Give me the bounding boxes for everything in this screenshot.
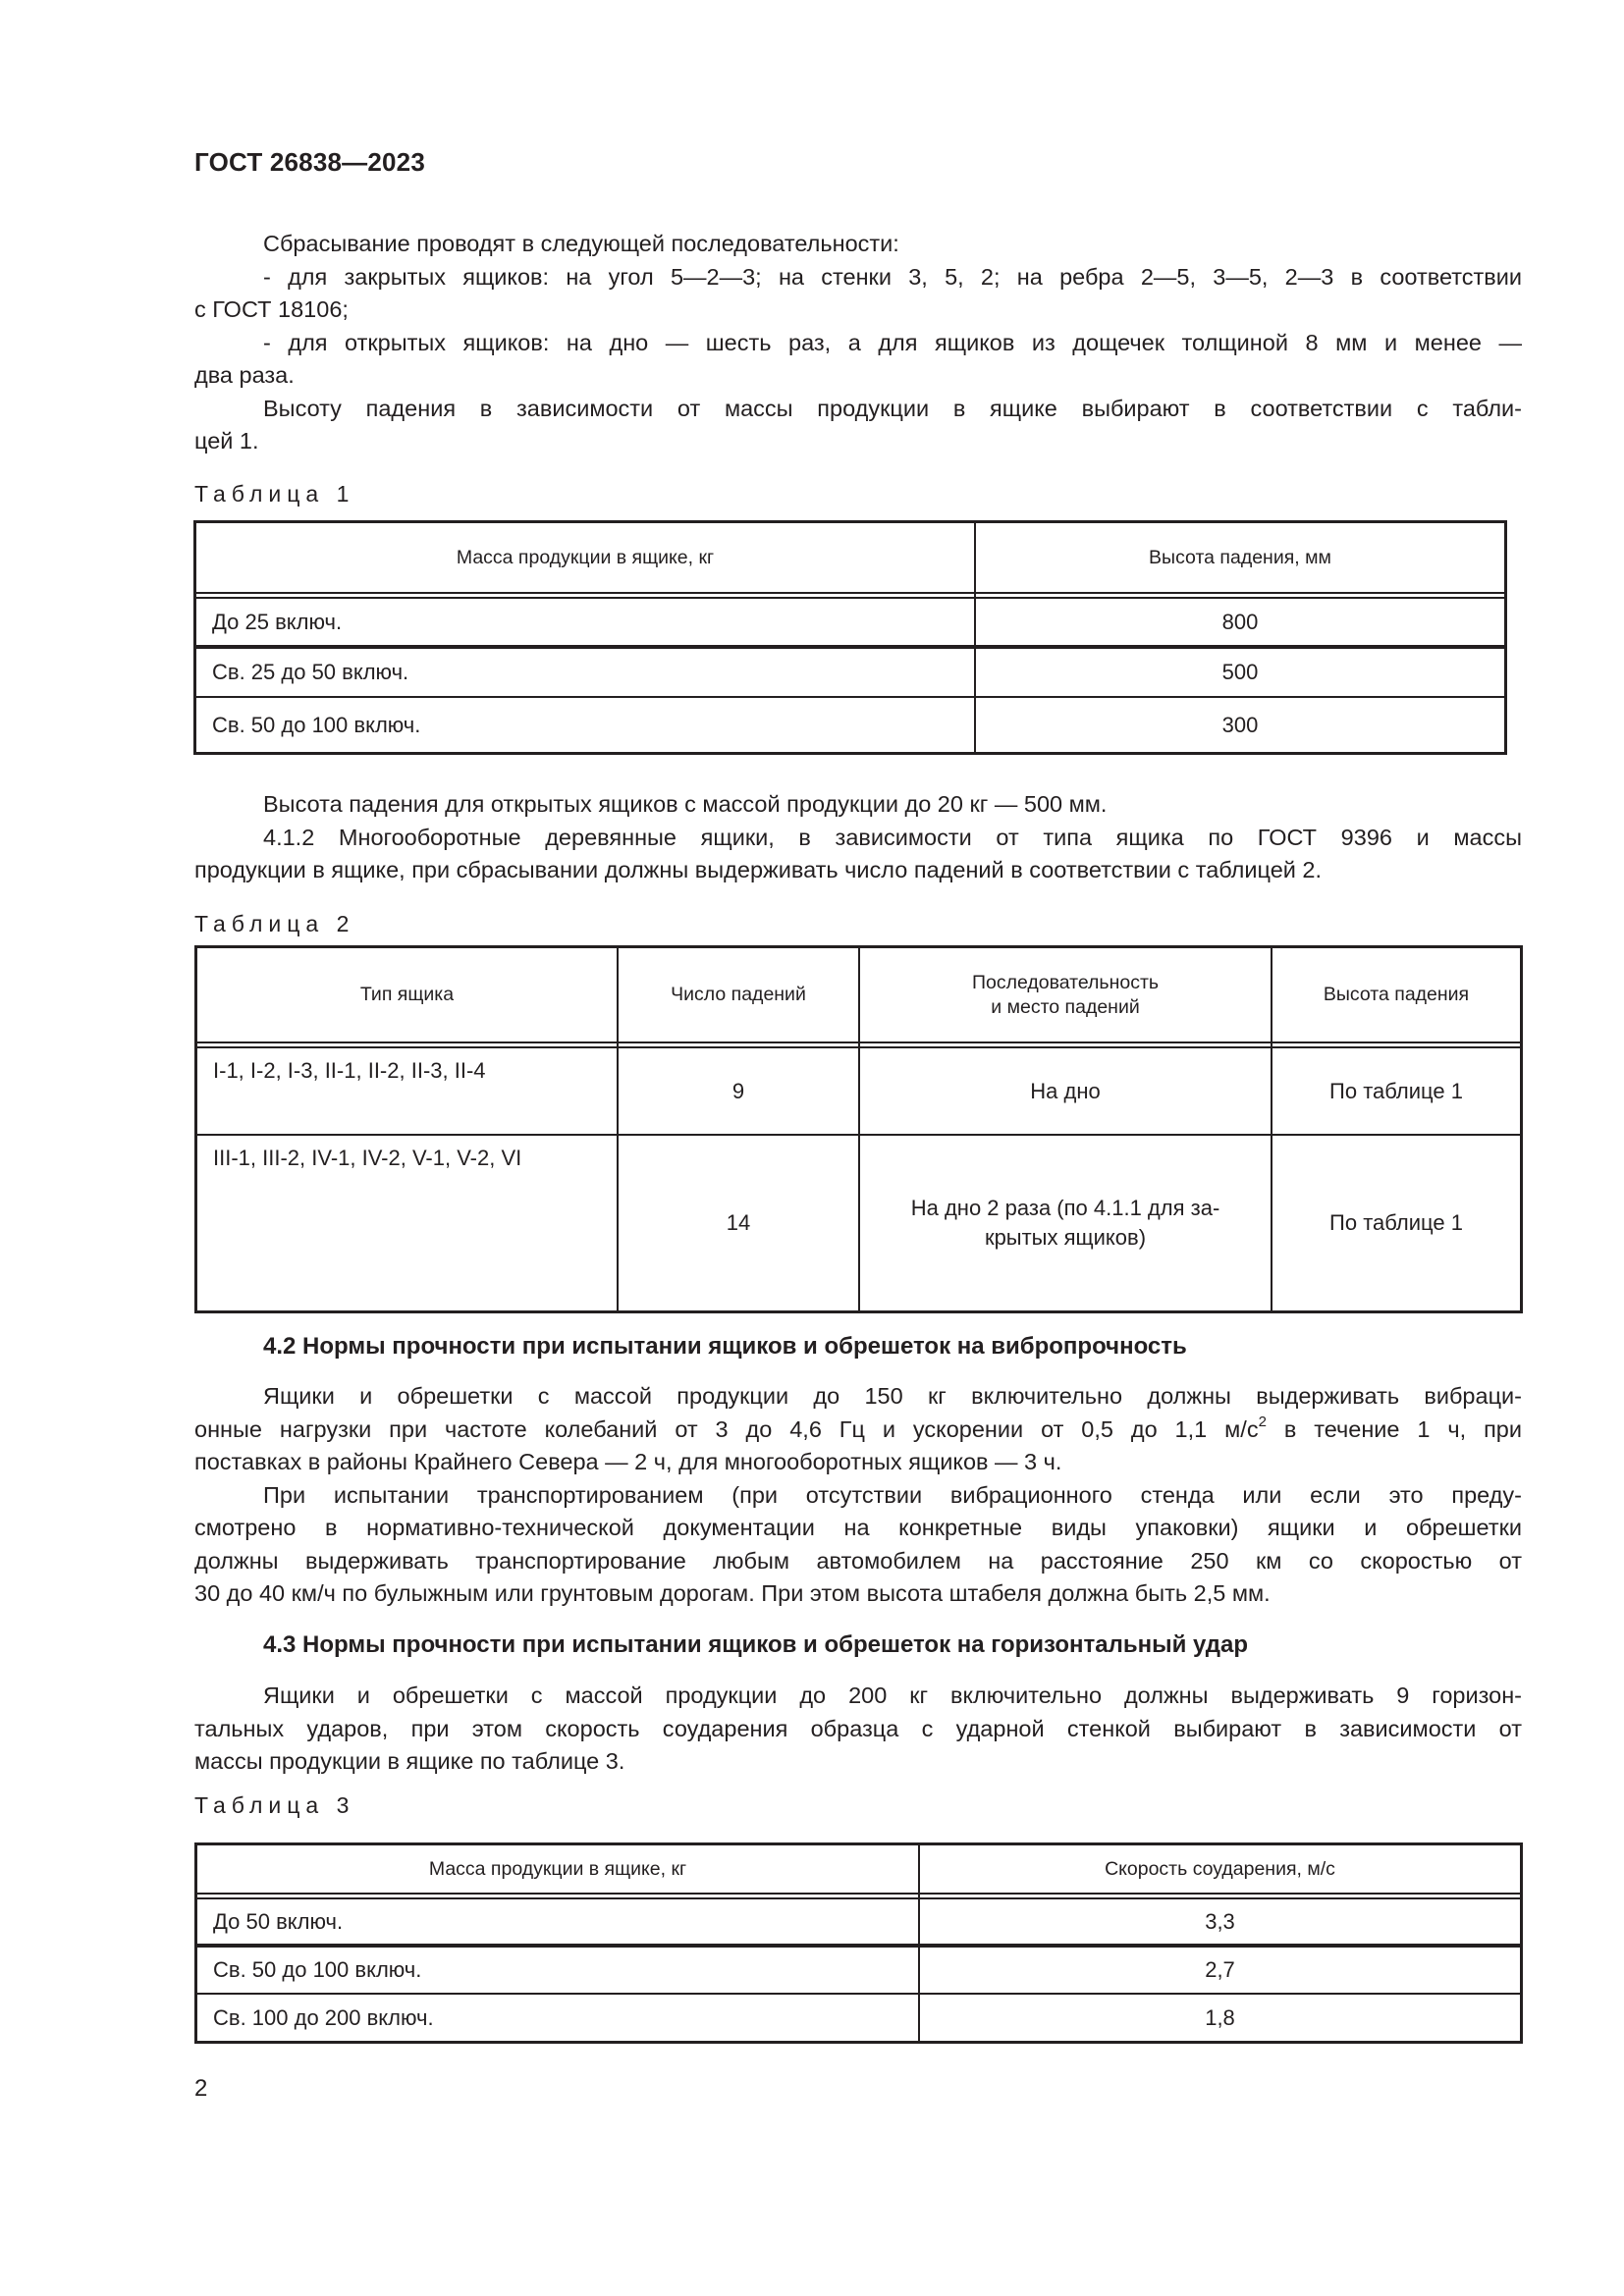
table2-cell-height: По таблице 1 [1329,1210,1463,1235]
text-line: 30 до 40 км/ч по булыжным или грунтовым дорогам. При этом высота штабеля должна быть 2,5 мм. [194,1580,1271,1606]
text-line: с ГОСТ 18106; [194,296,349,322]
header-line: и место падений [991,995,1140,1018]
text-line: Высота падения для открытых ящиков с массой продукции до 20 кг — 500 мм. [263,791,1108,817]
text-line: Ящики и обрешетки с массой продукции до 200 кг включительно должны выдерживать 9 горизон- [263,1682,1522,1708]
table1-header-mass: Масса продукции в ящике, кг [456,546,715,568]
text-fragment: в течение 1 ч, при [1266,1415,1522,1442]
table2-header-type: Тип ящика [359,984,455,1005]
text-line: - для открытых ящиков: на дно — шесть раз, а для ящиков из дощечек толщиной 8 мм и менее — [263,329,1522,355]
table3-cell: Св. 100 до 200 включ. [213,2004,434,2030]
table3-cell: До 50 включ. [213,1908,344,1934]
table3-cell: 1,8 [1205,2004,1235,2030]
table1-cell: До 25 включ. [212,609,343,634]
text-line: 4.1.2 Многооборотные деревянные ящики, в зависимости от типа ящика по ГОСТ 9396 и массы [263,824,1522,850]
table2-cell-sequence: На дно [1030,1078,1101,1103]
text-line: Сбрасывание проводят в следующей последовательности: [263,231,899,256]
text-line: продукции в ящике, при сбрасывании должны выдерживать число падений в соответствии с таблицей 2. [194,857,1323,882]
text-line: поставках в районы Крайнего Севера — 2 ч, для многооборотных ящиков — 3 ч. [194,1449,1062,1474]
table1-cell: Св. 25 до 50 включ. [212,660,409,684]
cell-line: крытых ящиков) [984,1225,1147,1250]
intro-paragraphs [194,228,1522,458]
section-4-3-heading: 4.3 Нормы прочности при испытании ящиков и обрешеток на горизонтальный удар [263,1631,1249,1658]
table1-cell: 800 [1221,609,1259,634]
table3-caption: Таблица 3 [194,1792,355,1818]
after-table1-paragraphs [194,788,1522,887]
document-id: ГОСТ 26838—2023 [194,147,425,177]
cell-line: На дно 2 раза (по 4.1.1 для за- [910,1196,1220,1220]
table3-cell: 3,3 [1205,1908,1235,1934]
superscript: 2 [1258,1413,1267,1430]
table2-caption: Таблица 2 [194,911,355,936]
header-line: Последовательность [971,971,1160,993]
table2-cell-type: I-1, I-2, I-3, II-1, II-2, II-3, II-4 [213,1058,486,1083]
section-4-2-heading: 4.2 Нормы прочности при испытании ящиков и обрешеток на вибропрочность [263,1333,1187,1360]
header-divider [197,1893,1520,1895]
table1-cell: 500 [1221,660,1259,684]
table-2 [194,945,1523,1313]
text-line: - для закрытых ящиков: на угол 5—2—3; на стенки 3, 5, 2; на ребра 2—5, 3—5, 2—3 в соответствии [263,263,1522,290]
section-4-2-paragraphs [194,1380,1522,1611]
table2-header-count: Число падений [671,984,806,1005]
table2-cell-sequence [860,1136,1271,1310]
text-line: тальных ударов, при этом скорость соударения образца с ударной стенкой выбирают в зависимости от [194,1715,1522,1741]
page-number: 2 [194,2075,208,2102]
section-4-3-paragraph [194,1680,1522,1779]
text-line [194,1414,1522,1447]
text-fragment: онные нагрузки при частоте колебаний от 3 до 4,6 Гц и ускорении от 0,5 до 1,1 м/с [194,1415,1259,1442]
table2-cell-count: 14 [726,1210,751,1235]
text-line: Высоту падения в зависимости от массы продукции в ящике выбирают в соответствии с табли- [263,395,1522,421]
table3-header-speed: Скорость соударения, м/с [1105,1857,1335,1880]
table1-caption: Таблица 1 [194,481,355,507]
text-line: Ящики и обрешетки с массой продукции до 150 кг включительно должны выдерживать вибраци- [263,1383,1522,1409]
text-line: цей 1. [194,428,259,454]
text-line: должны выдерживать транспортирование любым автомобилем на расстояние 250 км со скоростью от [194,1547,1522,1574]
text-line: При испытании транспортированием (при отсутствии вибрационного стенда или если это преду- [263,1481,1522,1508]
table1-header-height: Высота падения, мм [1149,546,1331,568]
text-line: смотрено в нормативно-технической документации на конкретные виды упаковки) ящики и обрешетки [194,1515,1522,1540]
text-line: массы продукции в ящике по таблице 3. [194,1748,625,1774]
table-1 [193,520,1507,755]
table3-cell: 2,7 [1205,1957,1235,1982]
table-3 [194,1842,1523,2044]
table3-cell: Св. 50 до 100 включ. [213,1957,422,1982]
table2-header-sequence [860,948,1271,1041]
table2-cell-type: III-1, III-2, IV-1, IV-2, V-1, V-2, VI [213,1146,522,1170]
table2-cell-count: 9 [731,1078,745,1103]
text-line: два раза. [194,362,295,388]
table2-header-height: Высота падения [1323,984,1470,1005]
header-divider [197,1041,1520,1043]
table1-cell: 300 [1221,712,1259,737]
header-divider [196,592,1504,594]
table1-cell: Св. 50 до 100 включ. [212,712,421,737]
table3-header-mass: Масса продукции в ящике, кг [428,1857,687,1880]
table2-cell-height: По таблице 1 [1329,1078,1463,1103]
